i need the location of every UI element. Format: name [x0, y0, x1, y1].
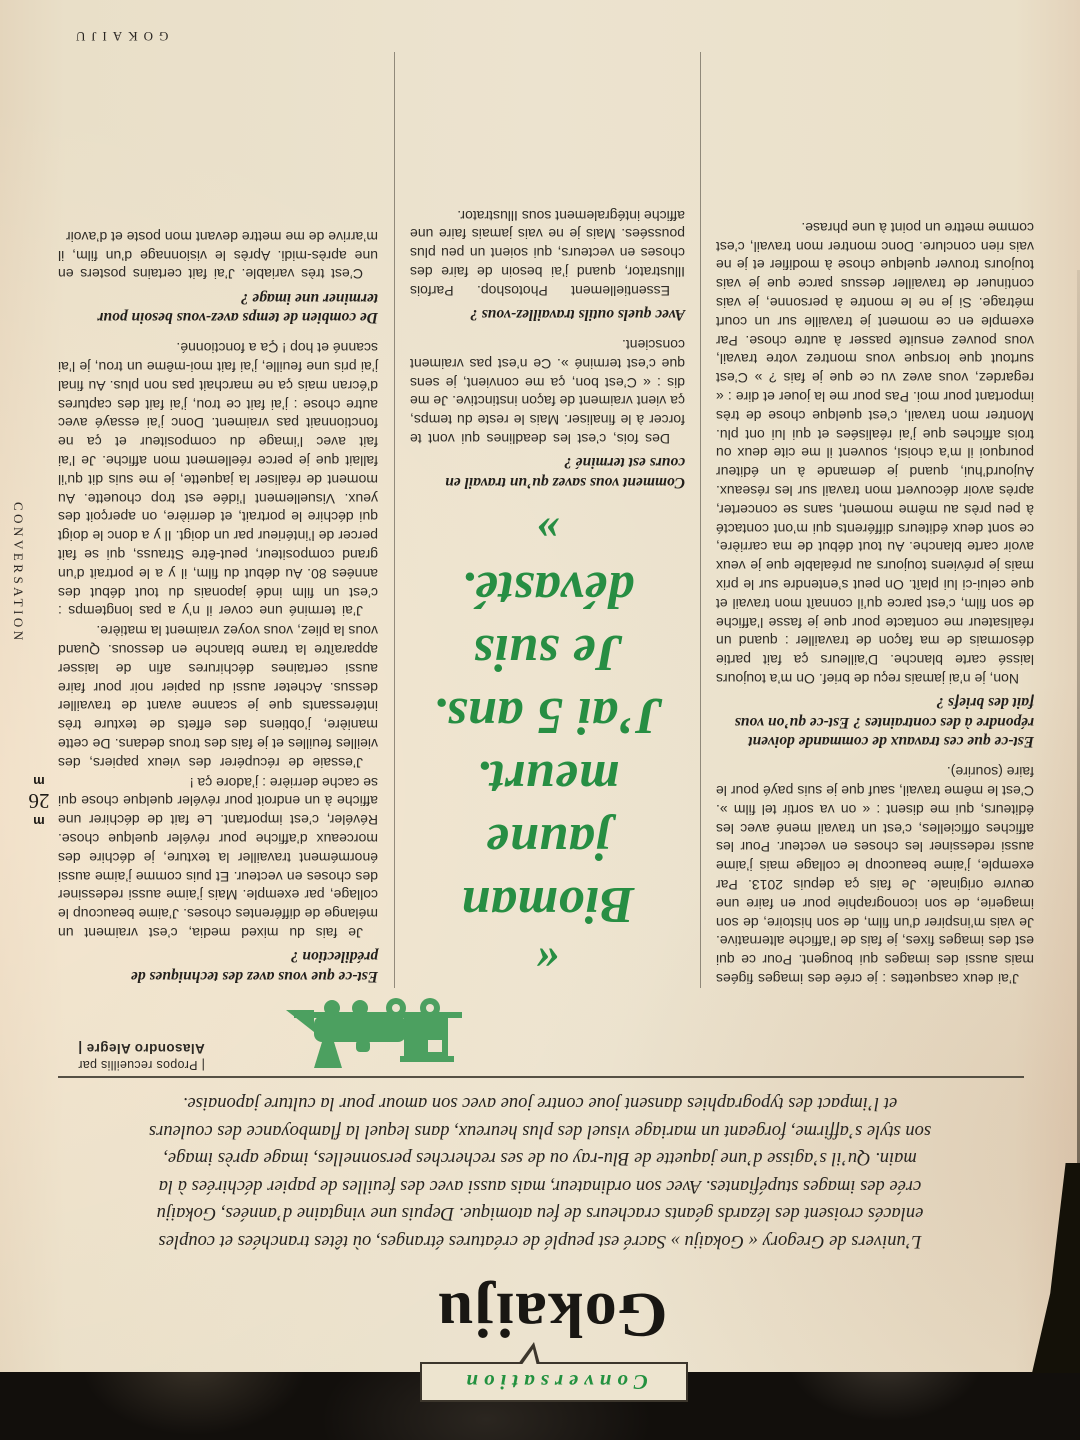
quote-line: Je suis: [472, 624, 623, 681]
page-number-block: [22, 774, 56, 828]
bubble-tail-fill: [521, 1349, 537, 1366]
intro-line: crée des images stupéfiantes. Avec son ordinateur, mais aussi avec des feuilles de papier déchirées à la: [158, 1176, 922, 1196]
answer-paragraph: J’essaie de récupérer des vieux papiers, des vieilles feuilles et je fais des trous dedans. De cette manière, j’obtiens des effets de texture très intéressants que je scanne avant de travailler dessus. Acheter aussi du papier noir pour faire aussi certaines déchirures afin de laisser apparaître la trame blanche en dessous. Quand vous la pliez, vous voyez vraiment la matière.: [58, 623, 378, 771]
intro-line: enlacés croisent des lézards géants cracheurs de feu atomique. Depuis une vingtaine d’années, Gokaiju: [156, 1203, 924, 1224]
locomotive-icon: [268, 994, 500, 1072]
quote-line: J’ai 5 ans.: [432, 687, 663, 744]
intro-line: et l’impact des typographies dansent joue contre joue avec son amour pour la culture japonaise.: [182, 1093, 898, 1114]
page-title: Gokaiju: [436, 1280, 668, 1351]
answer-paragraph: J’ai terminé une cover il n’y a pas longtemps : c’est un film indé japonais du tout début des années 80. Au début du film, il y a le portrait d’un grand compositeur, peut-être Strauss, qui se fait percer de l’intérieur par un doigt. Il y a donc le doigt qui déchire le portrait, et derrière, on aperçoit des yeux. Visuellement l’idée est trop chouette. Au moment de réaliser la jaquette, je me suis dit qu’il fallait que je perce réellement mon affiche. Je l’ai fait avec l’image du compositeur et ça ne fonctionnait pas vraiment. Donc j’ai essayé avec autre chose : j’ai fait ce trou, j’ai fait des captures d’écran mais ça ne marchait pas non plus. Au final j’ai pris une feuille, j’ai fait moi-même un trou, je l’ai scanné et hop ! Ça a fonctionné.: [58, 340, 378, 620]
quote-line: dévasté.: [461, 561, 634, 618]
column-3: [58, 52, 394, 988]
footer-label: GOKAIJU: [70, 29, 169, 44]
magazine-mark: m: [33, 774, 45, 789]
intro-line: son style s’affirme, forgeant un mariage visuel des plus heureux, dans lequel la flamboyance des couleurs: [148, 1121, 932, 1141]
byline-author: Alasondro Alegre |: [78, 1041, 205, 1056]
answer-paragraph: Je fais du mixed media, c’est vraiment un mélange de différentes choses. J’aime beaucoup le collage, par exemple. Mais j’aime aussi redessiner des choses en vecteur. Et puis comme j’aime aussi énormément travailler la texture, je déchire des morceaux d’affiche pour révéler quelque chose. Révéler, c’est important. Le fait de déchirer une affiche à un endroit pour révéler quelque chose qui se cache derrière : j’adore ça !: [58, 774, 378, 941]
interview-question: Est-ce que ces travaux de commande doivent répondre à des contraintes ? Est-ce qu’on vous fait des briefs ?: [734, 694, 1034, 751]
interview-question: Comment vous savez qu’un travail en cours est terminé ?: [445, 454, 685, 491]
column-1: [700, 52, 1034, 988]
byline-prefix: | Propos recueillis par: [78, 1058, 205, 1072]
quote-line: meurt.: [475, 750, 620, 807]
quote-line: Bioman: [460, 876, 635, 933]
article-columns: [58, 52, 1034, 988]
interview-question: De combien de temps avez-vous besoin pour terminer une image ?: [97, 290, 378, 327]
magazine-mark: m: [33, 814, 45, 829]
quote-line: jaune: [485, 813, 610, 870]
answer-paragraph: J’ai deux casquettes : je crée des images figées mais aussi des images qui bougent. Pour ce qui est des images fixes, je fais de l’affiche alternative. Je vais m’inspirer d’un film, de son histoire, de son imagerie, de son iconographie pour en faire une œuvre originale. Je fais ça depuis 2013. Par exemple, j’aime beaucoup le collage mais j’aime aussi redessiner les choses en vecteur. Pour les affiches officielles, c’est un travail mené avec les éditeurs, qui me disent : « on va sortir tel film ». C’est le même travail, sauf que je suis payé pour le faire (sourire).: [716, 764, 1034, 987]
answer-paragraph: Non, je n’ai jamais reçu de brief. On m’a toujours laissé carte blanche. D’ailleurs ça fait partie désormais de ma façon de travailler : quand un réalisateur me contacte pour que je fasse l’affiche de son film, c’est parce qu’il connaît mon travail et que celui-ci lui plaît. On peut s’entendre sur le prix mais je préviens toujours au préalable que je veux avoir carte blanche. Au tout début de ma carrière, ce sont deux éditeurs différents qui m’ont contacté à peu près au même moment, sans se concerter, après avoir découvert mon travail sur les réseaux. Aujourd’hui, quand je demande à un éditeur pourquoi il m’a choisi, souvent il me cite deux ou trois affiches que j’ai réalisées et qui lui ont plu. Montrer mon travail, c’est quelque chose de très important pour moi. Pas pour me la jouer et dire : « regardez, vous avez vu ce que je fais ? » C’est surtout que lorsque vous montrez votre travail, vous pouvez ensuite passer à autre chose. Par exemple en ce moment je travaille sur un court métrage. Si je ne le montre à personne, je vais continuer de travailler dessus parce que je vais toujours trouver quelque chose à modifier et je ne vais rien conclure. Donc montrer mon travail, c’est comme mettre un point à une phrase.: [716, 219, 1034, 687]
answer-paragraph: Des fois, c’est les deadlines qui vont te forcer à le finaliser. Mais le reste du temps, ça vient vraiment de façon instinctive. Je me dis : « C’est bon, ça me convient, je sens que c’est terminé ». Ce n’est pas vraiment conscient.: [410, 337, 685, 447]
interview-question: Avec quels outils travaillez-vous ?: [470, 306, 685, 324]
intro-line: main. Qu’il s’agisse d’une jaquette de Blu-ray ou de ses recherches personnelles, image après image,: [163, 1148, 917, 1169]
section-tab-bubble: [420, 1362, 688, 1402]
intro-line: L’univers de Gregory « Gokaiju » Sacré est peuplé de créatures étranges, où têtes tranchées et couples: [158, 1231, 922, 1251]
answer-paragraph: C’est très variable. J’ai fait certains posters en une après-midi. Après le visionnage d’un film, il m’arrive de me mettre devant mon poste et d’avoir: [58, 228, 378, 283]
quote-close-guillemet: »: [536, 507, 559, 558]
margin-section-label: CONVERSATION: [11, 502, 26, 644]
pull-quote: [410, 506, 685, 988]
quote-open-guillemet: «: [536, 937, 559, 988]
answer-paragraph: Essentiellement Photoshop. Parfois Illustrator, quand j’ai besoin de faire des choses en vecteurs, qui soient un peu plus poussées. Mais je ne vais jamais faire une affiche intégralement sous Illustrator.: [410, 207, 685, 299]
column-2: [394, 52, 700, 988]
interview-question: Est-ce que vous avez des techniques de prédilection ?: [130, 948, 378, 985]
section-tab-label: Conversation: [460, 1370, 648, 1395]
page-number: 26: [28, 789, 50, 813]
byline: [78, 1041, 205, 1072]
intro-paragraph: [40, 1089, 1040, 1254]
header-divider-rule: [58, 1076, 1024, 1078]
